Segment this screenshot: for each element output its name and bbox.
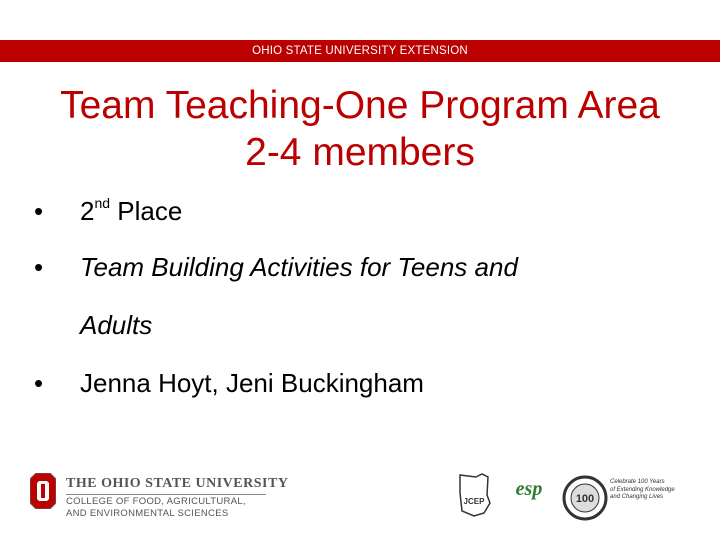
svg-text:100: 100 [575, 493, 595, 505]
place-superscript: nd [94, 195, 111, 211]
extension-centennial-seal-icon [562, 475, 608, 521]
university-name: THE OHIO STATE UNIVERSITY [66, 476, 289, 491]
bullet-program-title-line-1: Team Building Activities for Teens and [80, 252, 518, 282]
tagline-line-1: Celebrate 100 Years [610, 479, 665, 485]
esp-logo-icon [508, 473, 550, 505]
extension-banner [0, 40, 720, 62]
title-line-2: 2-4 members [245, 131, 475, 174]
footer [0, 465, 720, 525]
slide-title [0, 82, 720, 176]
jcep-ohio-logo-icon [456, 473, 492, 517]
bullet-program-title-line-2: Adults [80, 310, 153, 340]
bullet-marker: • [34, 252, 44, 282]
title-line-1: Team Teaching-One Program Area [60, 84, 660, 127]
bullet-marker: • [34, 368, 44, 398]
bullet-team-members: Jenna Hoyt, Jeni Buckingham [80, 368, 424, 398]
osu-block-o-logo-icon [30, 473, 56, 509]
college-name [66, 496, 246, 520]
place-word: Place [110, 196, 183, 226]
tagline-line-3: and Changing Lives [610, 494, 664, 500]
banner-text: OHIO STATE UNIVERSITY EXTENSION [252, 45, 468, 57]
place-number: 2 [80, 196, 95, 226]
bullet-marker: • [34, 196, 44, 226]
college-line-2: AND ENVIRONMENTAL SCIENCES [66, 508, 229, 519]
bullet-place [80, 196, 182, 226]
college-line-1: COLLEGE OF FOOD, AGRICULTURAL, [66, 496, 246, 507]
svg-text:JCEP: JCEP [463, 497, 485, 506]
svg-text:esp: esp [515, 478, 543, 500]
centennial-tagline [610, 479, 685, 502]
divider [66, 494, 266, 495]
tagline-line-2: of Extending Knowledge [610, 486, 675, 493]
